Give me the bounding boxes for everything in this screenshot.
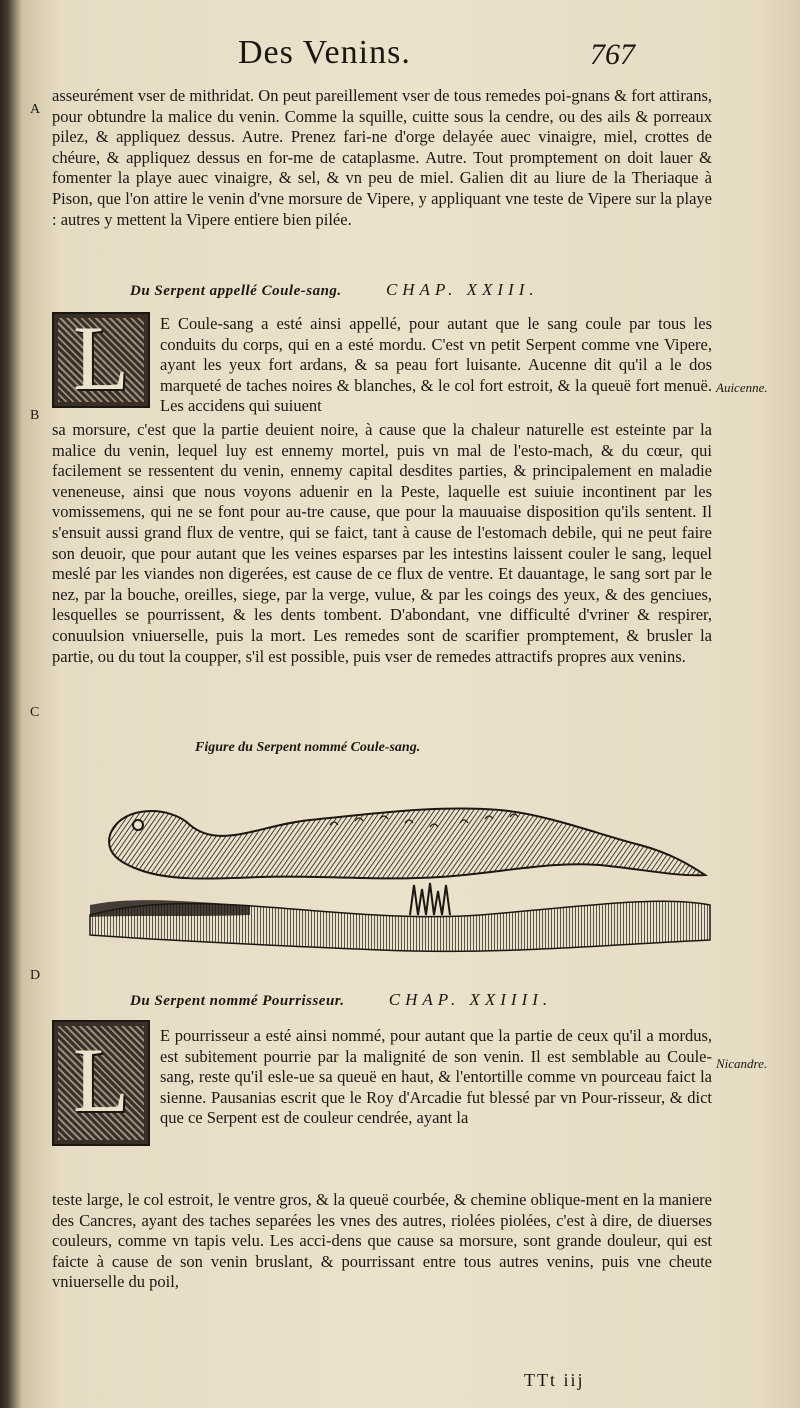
paragraph-remedies [52,86,712,230]
chapter-23-body [52,420,712,667]
paragraph-text: E Coule-sang a esté ainsi appellé, pour autant que le sang coule par tous les conduits du corps, qui en a esté mordu. C'est vn petit Serpent comme vne Vipere, ayant les yeux fort ardans, & sa peau fort luisante. Aucenne dit qu'il a le dos marqueté de taches noires & blanches, & le col fort estroit, & la queuë fort menuë. Les accidens qui suiuent [160,314,712,416]
page-number: 767 [590,38,635,71]
chapter-title: Du Serpent appellé Coule-sang. [130,283,342,299]
serpent-eye [133,820,143,830]
dropcap-letter: L [72,1029,130,1131]
paragraph-text: E pourrisseur a esté ainsi nommé, pour autant que la partie de ceux qu'il a mordus, est subitement pourrie par la malignité de son venin. Il est semblable au Coule-sang, reste qu'il esle-ue sa queuë en haut, & l'entortille comme vn pourceau faict la sienne. Pausanias escrit que le Roy d'Arcadie fut blessé par vn Pour-risseur, & dict que ce Serpent est de couleur cendrée, ayant la [160,1026,712,1128]
chapter-24-intro [160,1026,712,1129]
serpent-body [109,808,705,878]
paragraph-text: sa morsure, c'est que la partie deuient noire, à cause que la chaleur naturelle est esteinte par la malice du venin, lequel luy est ennemy mortel, puis vn mal de l'esto-mach, & du cœur, qui facilement se ressentent du venin, ennemy capital desdites parties, & principalement en maladie veneneuse, ainsi que nous voyons aduenir en la Peste, laquelle est suiuie incontinent par les vomissemens, qui ne se font pour au-tre cause, que pour la mauuaise disposition qu'ils sentent. Il s'ensuit aussi grand flux de ventre, qui se faict, tant à cause de l'estomach debile, qui ne peut faire son deuoir, que pour autant que les veines esparses par les intestins laissent couler le sang, lequel meslé par les viandes non digerées, est cause de ce flux de ventre. Et dauantage, le sang sort par le nez, par la bouche, oreilles, siege, par la verge, vulue, & par les coings des yeux, & des genciues, lesquelles se pourrissent, & les dents tombent. D'abondant, vne difficulté d'vriner & respirer, conuulsion vniuerselle, puis la mort. Les remedes sont de scarifier promptement, & brusler la partie, ou du tout la coupper, s'il est possible, puis vser de remedes attractifs propres aux venins. [52,420,712,666]
running-title: Des Venins. [238,34,411,71]
serpent-woodcut-illustration [80,765,720,975]
dropcap-letter: L [72,312,130,408]
serpent-shadow-tail [90,900,250,917]
paragraph-text: asseurément vser de mithridat. On peut pareillement vser de tous remedes poi-gnans & fort attirans, pour obtundre la malice du venin. Comme la squille, cuitte sous la cendre, ou des ails & porreaux pilez, & appliquez dessus. Autre. Prenez fari-ne d'orge delayée auec vinaigre, miel, crottes de chéure, & appliquez dessus en for-me de cataplasme. Autre. Tout promptement on doit lauer & fomenter la playe auec vinaigre, & sel, & vn peu de miel. Galien dit au liure de la Theriaque à Pison, que l'on attire le venin d'vne morsure de Vipere, y appliquant vne teste de Vipere sur la playe : autres y mettent la Vipere entiere bien pilée. [52,86,712,229]
chapter-24-body [52,1190,712,1293]
ornamental-dropcap [52,1020,150,1146]
ornamental-dropcap [52,312,150,408]
chapter-23-intro [160,314,712,417]
paragraph-text: teste large, le col estroit, le ventre gros, & la queuë courbée, & chemine oblique-ment en la maniere des Cancres, ayant des taches separées les vnes des autres, riolées piolées, c'est à dire, de diuerses couleurs, comme vn tapis velu. Les acci-dens que cause sa morsure, sont grande douleur, qui est faicte à cause de son venin bruslant, & pourrissant entre tous autres venins, puis vne cheute vniuerselle du poil, [52,1190,712,1292]
page-header [0,34,800,84]
chapter-title: Du Serpent nommé Pourrisseur. [130,993,345,1009]
signature-mark: TTt iij [524,1370,585,1390]
margin-letter-d: D [30,968,41,983]
margin-note-auicenne: Auicenne. [716,380,768,395]
figure-caption: Figure du Serpent nommé Coule-sang. [195,740,421,755]
grass-tuft [410,883,450,915]
margin-note-nicandre: Nicandre. [716,1056,768,1071]
margin-letter-b: B [30,408,40,423]
chapter-heading-24 [130,990,670,1010]
chapter-number: CHAP. XXIIII. [388,990,553,1009]
chapter-number: CHAP. XXIII. [385,280,539,299]
margin-letter-a: A [30,102,41,117]
margin-letter-c: C [30,705,40,720]
chapter-heading-23 [130,280,670,300]
